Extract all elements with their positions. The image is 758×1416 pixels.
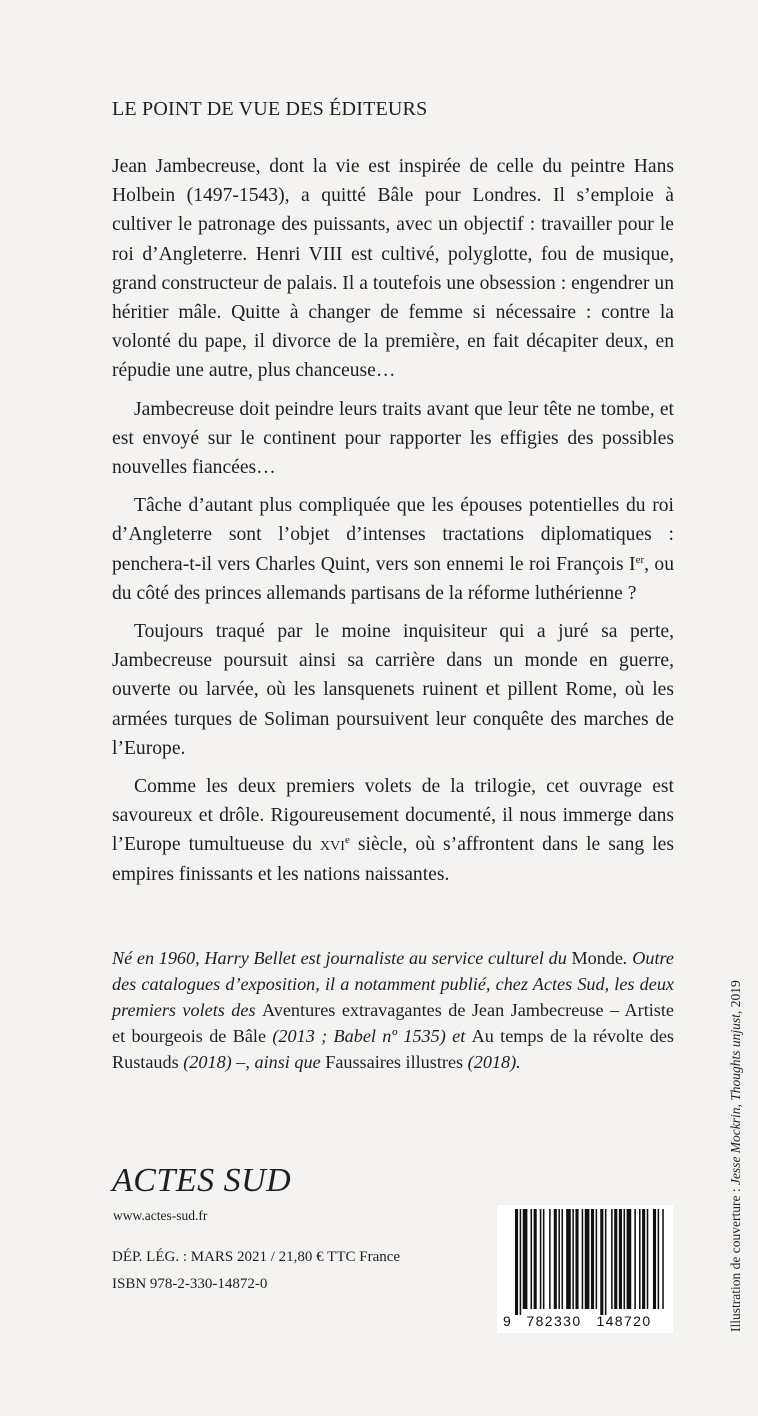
blurb-text: , ou du côté des princes allemands partisans de la réforme luthérienne ?	[112, 553, 675, 604]
blurb-text: siècle, où s’affrontent dans le sang les empires finissants et les nations naissantes.	[112, 834, 674, 885]
bio-text: (2018) –, ainsi que	[178, 1052, 326, 1072]
blurb-paragraph: Jean Jambecreuse, dont la vie est inspirée de celle du peintre Hans Holbein (1497-1543), a quitté Bâle pour Londres. Il s’emploie à cultiver le patronage des puissants, avec un objectif : travailler pour le roi d’Angleterre. Henri VIII est cultivé, polyglotte, fou de musique, grand constructeur de palais. Il a toutefois une obsession : engendrer un héritier mâle. Quitte à changer de femme si nécessaire : contre la volonté du pape, il divorce de la première, en fait décapiter deux, en répudie une autre, plus chanceuse…	[112, 156, 674, 382]
barcode-bar	[543, 1209, 545, 1309]
barcode-bar	[523, 1209, 528, 1309]
blurb-paragraph: Jambecreuse doit peindre leurs traits avant que leur tête ne tombe, et est envoyé sur le continent pour rapporter les effigies des possibles nouvelles fiancées…	[112, 398, 674, 479]
barcode-bar	[647, 1209, 649, 1309]
barcode-bar	[624, 1209, 626, 1309]
barcode-bar	[591, 1209, 594, 1309]
ordinal-superscript: er	[635, 553, 645, 566]
barcode-bar	[619, 1209, 622, 1309]
barcode-bar	[596, 1209, 598, 1309]
barcode-digits-left: 782330	[526, 1313, 582, 1329]
section-heading: LE POINT DE VUE DES ÉDITEURS	[112, 98, 428, 120]
blurb-paragraph	[112, 491, 674, 608]
legal-deposit-price: DÉP. LÉG. : MARS 2021 / 21,80 € TTC France	[112, 1249, 401, 1265]
barcode-bar	[605, 1209, 607, 1315]
bio-book-title: Au temps de la révolte des Rustauds	[112, 1026, 674, 1072]
publisher-logo: ACTES SUD	[112, 1162, 292, 1199]
bio-text: Né en 1960, Harry Bellet est journaliste au service culturel du	[112, 948, 572, 968]
blurb-text: Tâche d’autant plus compliquée que les épouses potentielles du roi d’Angleterre sont l’objet d’intenses tractations diplomatiques : penchera-t-il vers Charles Quint, vers son ennemi le roi François I	[112, 495, 674, 575]
barcode-bar	[566, 1209, 571, 1309]
barcode-bar	[531, 1209, 533, 1309]
author-bio	[112, 945, 674, 1075]
barcode-digits-right: 148720	[596, 1313, 652, 1329]
bio-newspaper-title: Monde	[571, 948, 623, 968]
barcode-bar	[585, 1209, 590, 1309]
bio-text: (2013 ; Babel nº 1535) et	[266, 1026, 472, 1046]
blurb-paragraph: Toujours traqué par le moine inquisiteur qui a juré sa perte, Jambecreuse poursuit ainsi sa carrière dans un monde en guerre, ouverte ou larvée, où les lansquenets ruinent et pillent Rome, où les armées turques de Soliman poursuivent leur conquête des marches de l’Europe.	[112, 621, 674, 759]
barcode-bar	[639, 1209, 641, 1309]
cover-credit	[728, 980, 744, 1332]
barcode-graphic	[497, 1205, 673, 1333]
barcode-bar	[515, 1209, 518, 1315]
barcode-bar	[600, 1209, 603, 1315]
barcode-bar	[549, 1209, 551, 1309]
barcode-bar	[642, 1209, 645, 1309]
bio-book-title: Aventures extravagantes de Jean Jambecreuse – Artiste et bourgeois de Bâle	[112, 1000, 674, 1046]
bio-text: . Outre des catalogues d’exposition, il a notamment publié, chez Actes Sud, les deux premiers volets des	[112, 948, 674, 1020]
barcode-bar	[611, 1209, 613, 1309]
blurb-paragraph	[112, 772, 674, 889]
barcode-digit-first: 9	[503, 1313, 511, 1329]
bio-text: (2018).	[463, 1052, 521, 1072]
barcode-bar	[540, 1209, 542, 1309]
barcode-bar	[534, 1209, 537, 1309]
legal-info	[112, 1244, 400, 1298]
ordinal-superscript: e	[344, 834, 350, 847]
barcode-bar	[572, 1209, 574, 1309]
publisher-website: www.actes-sud.fr	[113, 1208, 208, 1223]
blurb-text: Comme les deux premiers volets de la trilogie, cet ouvrage est savoureux et drôle. Rigoureusement documenté, il nous immerge dans l’Europe tumultueuse du	[112, 776, 674, 856]
barcode-bar	[614, 1209, 617, 1309]
barcode-bar	[653, 1209, 656, 1309]
isbn: ISBN 978-2-330-14872-0	[112, 1276, 268, 1292]
credit-prefix: Illustration de couverture :	[728, 1185, 743, 1332]
barcode-bar	[520, 1209, 522, 1315]
barcode-bar	[558, 1209, 560, 1309]
isbn-barcode	[497, 1205, 673, 1333]
barcode-bar	[575, 1209, 578, 1309]
barcode-bar	[662, 1209, 664, 1309]
bio-book-title: Faussaires illustres	[325, 1052, 464, 1072]
century-numeral: xvi	[320, 834, 345, 856]
credit-suffix: , 2019	[728, 980, 743, 1015]
barcode-bar	[582, 1209, 584, 1309]
publisher-blurb	[112, 152, 674, 898]
barcode-bar	[554, 1209, 557, 1309]
barcode-bar	[634, 1209, 636, 1309]
barcode-bar	[627, 1209, 632, 1309]
barcode-bar	[562, 1209, 564, 1309]
barcode-bar	[658, 1209, 660, 1309]
credit-artist-title: Jesse Mockrin, Thoughts unjust	[728, 1014, 743, 1186]
